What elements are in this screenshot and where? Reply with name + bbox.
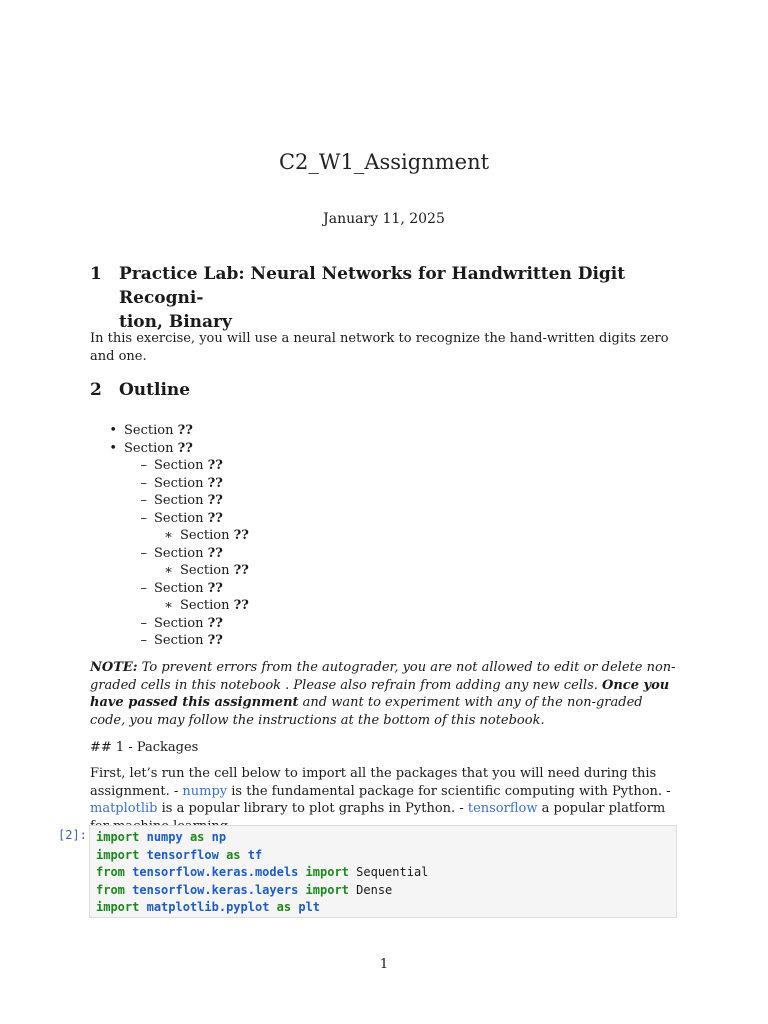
star-marker: ∗ bbox=[164, 528, 173, 543]
outline-item-label: Section bbox=[180, 528, 230, 543]
bullet-marker: • bbox=[109, 423, 117, 438]
code-line: import numpy as np bbox=[96, 830, 227, 844]
outline-item-ref: ?? bbox=[233, 563, 249, 578]
code-cell[interactable] bbox=[89, 825, 677, 918]
section-2-number: 2 bbox=[90, 380, 102, 400]
outline-item-label: Section bbox=[154, 510, 204, 526]
outline-item-ref: ?? bbox=[233, 598, 249, 613]
outline-item-ref: ?? bbox=[207, 545, 223, 561]
outline-item-ref: ?? bbox=[177, 440, 193, 456]
outline-subitem[interactable] bbox=[90, 580, 249, 598]
packages-text-a: First, let’s run the cell below to import all the packages that you will need during this assignment. - bbox=[90, 766, 657, 799]
packages-heading: ## 1 - Packages bbox=[90, 740, 199, 755]
packages-text-d: a popular platform bbox=[541, 801, 666, 816]
note-text-2: and want to experiment with any of the non-graded code, you may follow the instructions at the bottom of this notebook. bbox=[90, 695, 643, 728]
page-number: 1 bbox=[379, 957, 389, 972]
dash-marker: – bbox=[140, 545, 147, 561]
outline-item-label: Section bbox=[154, 580, 204, 596]
outline-item-ref: ?? bbox=[177, 423, 193, 438]
document-date: January 11, 2025 bbox=[323, 211, 445, 227]
outline-item[interactable] bbox=[90, 422, 249, 440]
star-marker: ∗ bbox=[164, 598, 173, 613]
note-bold-text: Once you have passed this assignment bbox=[90, 677, 670, 710]
outline-list bbox=[90, 422, 249, 650]
section-2-heading bbox=[90, 378, 690, 402]
note-paragraph bbox=[90, 659, 680, 729]
outline-subitem[interactable] bbox=[90, 457, 249, 475]
outline-subitem[interactable] bbox=[90, 475, 249, 493]
outline-item-label: Section bbox=[124, 440, 174, 456]
note-label: NOTE: bbox=[90, 660, 138, 675]
packages-text-c: is a popular library to plot graphs in Python. - bbox=[161, 801, 464, 816]
section-1-heading bbox=[90, 262, 690, 334]
outline-item-label: Section bbox=[154, 458, 204, 473]
code-line: from tensorflow.keras.layers import Dense bbox=[96, 882, 393, 897]
dash-marker: – bbox=[140, 493, 147, 508]
dash-marker: – bbox=[140, 475, 147, 491]
outline-item-label: Section bbox=[154, 545, 204, 561]
outline-item-ref: ?? bbox=[207, 493, 223, 508]
outline-subitem[interactable] bbox=[90, 545, 249, 563]
outline-subitem[interactable] bbox=[90, 510, 249, 528]
outline-item-label: Section bbox=[154, 475, 204, 491]
outline-item-label: Section bbox=[124, 423, 174, 438]
dash-marker: – bbox=[140, 633, 147, 648]
dash-marker: – bbox=[140, 458, 147, 473]
section-1-title bbox=[119, 262, 690, 334]
outline-item-ref: ?? bbox=[207, 510, 223, 526]
outline-item[interactable] bbox=[90, 440, 249, 458]
outline-item-label: Section bbox=[154, 633, 204, 648]
outline-item-ref: ?? bbox=[233, 528, 249, 543]
outline-item-label: Section bbox=[180, 563, 230, 578]
outline-item-ref: ?? bbox=[207, 458, 223, 473]
code-line: import tensorflow as tf bbox=[96, 847, 263, 862]
code-line: import matplotlib.pyplot as plt bbox=[96, 900, 321, 914]
outline-subsubitem[interactable] bbox=[90, 527, 249, 545]
outline-item-label: Section bbox=[154, 493, 204, 508]
outline-subsubitem[interactable] bbox=[90, 597, 249, 615]
bullet-marker: • bbox=[109, 440, 117, 456]
document-title: C2_W1_Assignment bbox=[278, 150, 490, 174]
outline-item-ref: ?? bbox=[207, 475, 223, 491]
outline-item-ref: ?? bbox=[207, 615, 223, 631]
outline-subitem[interactable] bbox=[90, 615, 249, 633]
dash-marker: – bbox=[140, 615, 147, 631]
section-1-title-line2: tion, Binary bbox=[119, 312, 232, 332]
packages-text-b: is the fundamental package for scientific computing with Python. - bbox=[231, 783, 671, 799]
outline-item-label: Section bbox=[154, 615, 204, 631]
cell-prompt: [2]: bbox=[58, 828, 87, 842]
outline-subsubitem[interactable] bbox=[90, 562, 249, 580]
outline-subitem[interactable] bbox=[90, 632, 249, 650]
tensorflow-link[interactable]: tensorflow bbox=[467, 801, 538, 816]
dash-marker: – bbox=[140, 510, 147, 526]
section-1-intro: In this exercise, you will use a neural network to recognize the hand-written digits zero and one. bbox=[90, 331, 669, 364]
code-line: from tensorflow.keras.models import Sequential bbox=[96, 865, 429, 879]
dash-marker: – bbox=[140, 580, 147, 596]
outline-item-ref: ?? bbox=[207, 580, 223, 596]
section-2-title: Outline bbox=[119, 380, 191, 400]
section-1-title-line1: Practice Lab: Neural Networks for Handwritten Digit Recogni- bbox=[119, 264, 626, 308]
section-1-number: 1 bbox=[90, 264, 102, 284]
numpy-link[interactable]: numpy bbox=[182, 783, 228, 799]
outline-item-ref: ?? bbox=[207, 633, 223, 648]
matplotlib-link[interactable]: matplotlib bbox=[90, 801, 158, 816]
note-text-1: To prevent errors from the autograder, you are not allowed to edit or delete non-graded cells in this notebook . Please also refrain from adding any new cells. bbox=[90, 660, 676, 693]
outline-item-label: Section bbox=[180, 598, 230, 613]
star-marker: ∗ bbox=[164, 563, 173, 578]
outline-subitem[interactable] bbox=[90, 492, 249, 510]
